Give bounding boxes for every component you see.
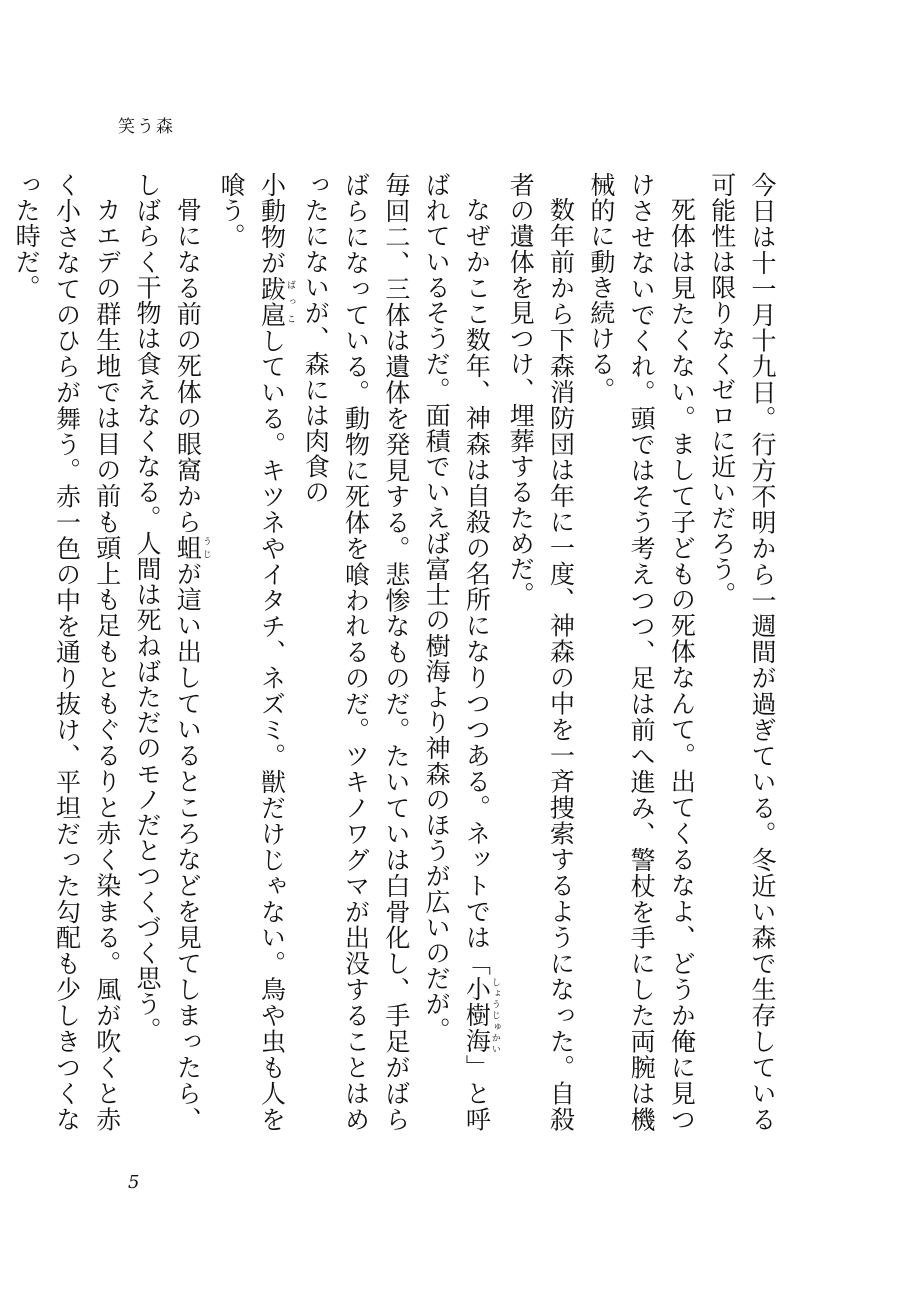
paragraph-4: なぜかここ数年、神森は自殺の名所になりつつある。ネットでは「小樹海しょうじゅかい」と呼ばれているそうだ。面積でいえば富士の樹海より神森のほうが広いのだが。 [422,172,500,1132]
ruby-bakko: 跋扈ばっこ [257,275,295,328]
paragraph-5: 毎回二、三体は遺体を発見する。悲惨なものだ。たいていは白骨化し、手足がばらばらになっている。動物に死体を喰われるのだ。ツキノワグマが出没することはめったにないが、森には肉食の [301,172,411,1132]
paragraph-3: 数年前から下森消防団は年に一度、神森の中を一斉捜索するようになった。自殺者の遺体を見つけ、埋葬するためだ。 [506,172,576,1132]
running-title: 笑う森 [118,117,175,137]
ruby-shoujukai: 小樹海しょうじゅかい [462,976,500,1055]
paragraph-2: 死体は見たくない。まして子どもの死体なんて。出てくるなよ、どうか俺に見つけさせないでくれ。頭ではそう考えつつ、足は前へ進み、警杖を手にした両腕は機械的に動き続ける。 [586,172,697,1132]
paragraph-1: 今日は十一月十九日。行方不明から一週間が過ぎている。冬近い森で生存している可能性は限りなくゼロに近いだろう。 [707,172,777,1132]
paragraph-8: カエデの群生地では目の前も頭上も足もともぐるりと赤く染まる。風が吹くと赤く小さなてのひらが舞う。赤一色の中を通り抜け、平坦だった勾配も少しきつくなった時だ。 [12,172,122,1132]
body-text [12,172,782,1133]
paragraph-6: 小動物が跋扈ばっこしている。キツネやイタチ、ネズミ。獣だけじゃない。鳥や虫も人を喰う。 [217,172,295,1133]
ruby-uji: 蛆うじ [173,534,211,561]
page-number: 5 [128,1172,140,1193]
paragraph-7: 骨になる前の死体の眼窩から蛆うじが這い出しているところなどを見てしまったら、しばらく干物は食えなくなる。人間は死ねばただのモノだとつくづく思う。 [133,172,211,1132]
